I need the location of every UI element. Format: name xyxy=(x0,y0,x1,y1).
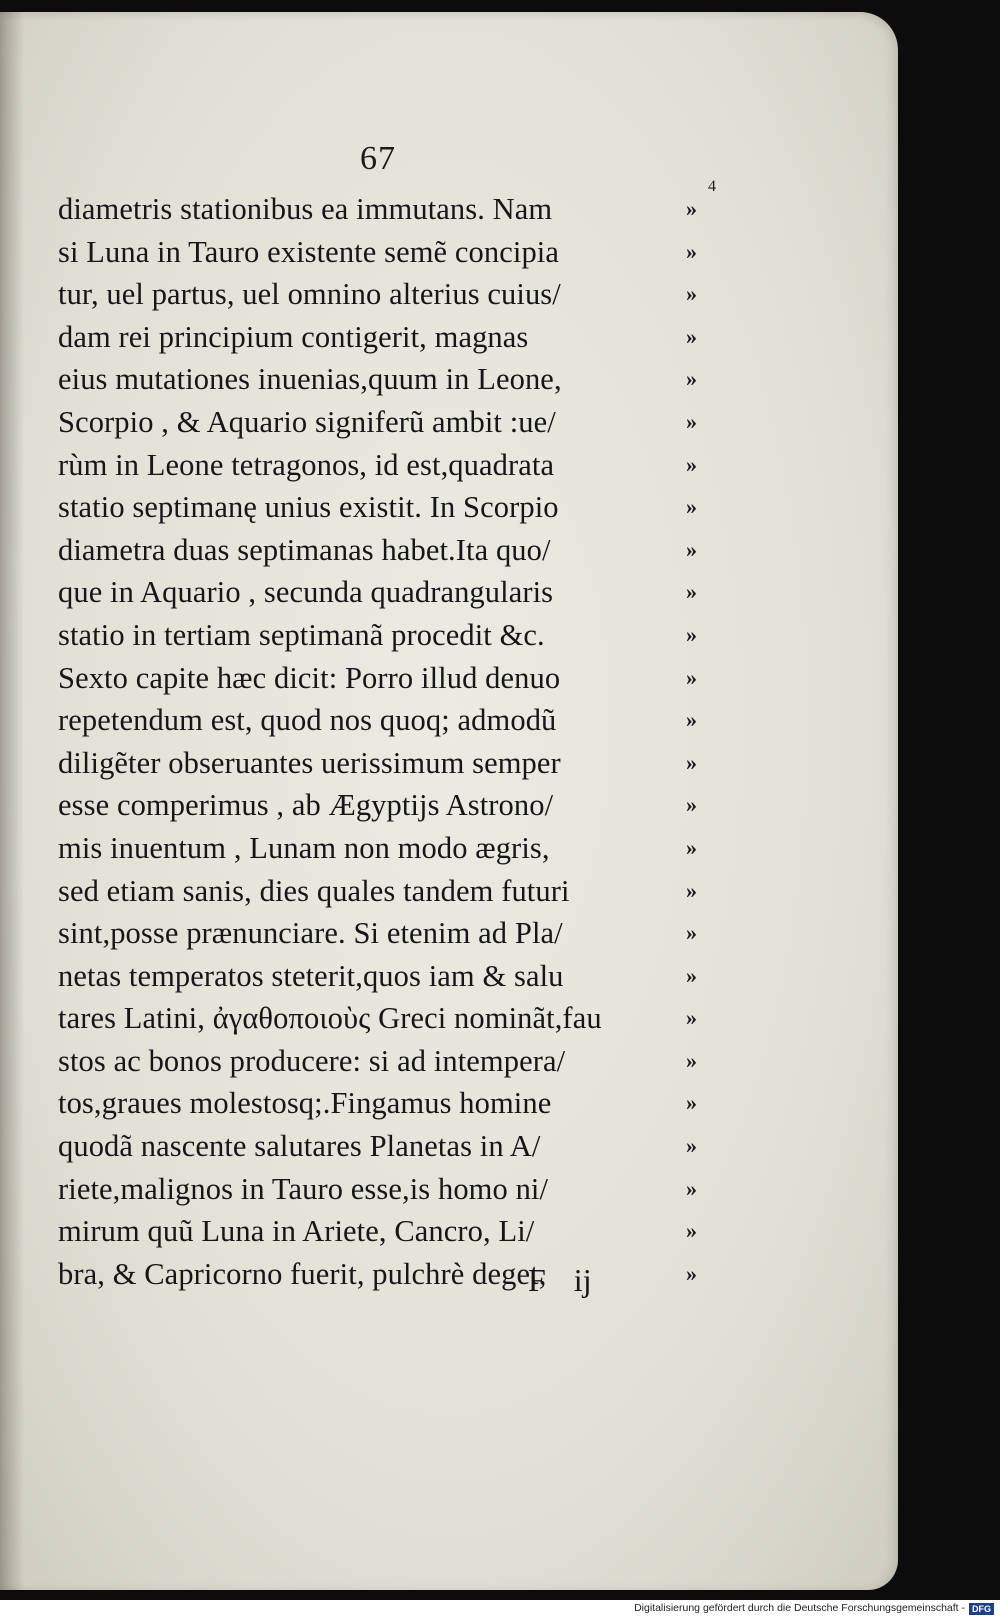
quotation-mark: » xyxy=(686,196,697,221)
text-line: esse comperimus , ab Ægyptijs Astrono/ xyxy=(58,788,554,823)
footer-credit: Digitalisierung gefördert durch die Deutsche Forschungsgemeinschaft - xyxy=(634,1602,965,1614)
quotation-mark: » xyxy=(686,323,697,349)
text-line: rùm in Leone tetragonos, id est,quadrata xyxy=(58,447,555,482)
text-line: tares Latini, ἀγαθοποιοὺς Greci nominãt,fau xyxy=(58,1001,602,1036)
text-line: repetendum est, quod nos quoq; admodũ xyxy=(58,703,557,738)
quotation-mark: » xyxy=(686,238,697,264)
quotation-mark: » xyxy=(686,834,697,860)
quotation-mark: » xyxy=(686,1047,697,1073)
text-line: tos,graues molestosq;.Fingamus homine xyxy=(58,1086,552,1121)
text-line: Scorpio , & Aquario signiferũ ambit :ue/ xyxy=(58,404,556,439)
quotation-mark: » xyxy=(686,664,697,690)
quotation-marks-column xyxy=(686,188,726,1295)
body-text xyxy=(58,188,686,1295)
text-line: diligẽter obseruantes uerissimum semper xyxy=(58,745,561,780)
quotation-mark: » xyxy=(686,707,697,733)
page-number: 67 xyxy=(360,140,396,177)
text-line: sed etiam sanis, dies quales tandem futuri xyxy=(58,873,570,908)
quotation-mark: » xyxy=(686,877,697,903)
footer-bar xyxy=(0,1600,1000,1617)
quotation-mark: » xyxy=(686,1090,697,1116)
quotation-mark: » xyxy=(686,408,697,434)
text-line: sint,posse prænunciare. Si etenim ad Pla/ xyxy=(58,916,563,951)
quotation-mark: » xyxy=(686,1260,697,1286)
gutter-shadow xyxy=(0,12,24,1590)
text-line: mis inuentum , Lunam non modo ægris, xyxy=(58,830,550,865)
text-line: eius mutationes inuenias,quum in Leone, xyxy=(58,362,562,397)
corner-mark: 4 xyxy=(708,178,716,195)
quotation-mark: » xyxy=(686,1218,697,1244)
text-line: quodã nascente salutares Planetas in A/ xyxy=(58,1129,541,1164)
quotation-mark: » xyxy=(686,792,697,818)
quotation-mark: » xyxy=(686,621,697,647)
quotation-mark: » xyxy=(686,920,697,946)
quotation-mark: » xyxy=(686,749,697,775)
quotation-mark: » xyxy=(686,281,697,307)
quotation-mark: » xyxy=(686,1005,697,1031)
quotation-mark: » xyxy=(686,366,697,392)
quotation-mark: » xyxy=(686,1133,697,1159)
text-line: que in Aquario , secunda quadrangularis xyxy=(58,575,554,610)
text-line: stos ac bonos producere: si ad intempera/ xyxy=(58,1043,566,1078)
text-line: statio septimanę unius existit. In Scorpio xyxy=(58,490,559,525)
quotation-mark: » xyxy=(686,536,697,562)
quotation-mark: » xyxy=(686,451,697,477)
text-line: diametra duas septimanas habet.Ita quo/ xyxy=(58,532,551,567)
text-line: netas temperatos steterit,quos iam & salu xyxy=(58,958,564,993)
text-line: tur, uel partus, uel omnino alterius cuius/ xyxy=(58,277,561,312)
text-line: riete,malignos in Tauro esse,is homo ni/ xyxy=(58,1171,549,1206)
text-line: mirum quũ Luna in Ariete, Cancro, Li/ xyxy=(58,1214,535,1249)
text-line: diametris stationibus ea immutans. Nam xyxy=(58,192,553,226)
text-line: bra, & Capricorno fuerit, pulchrè deget, xyxy=(58,1256,547,1291)
quotation-mark: » xyxy=(686,579,697,605)
text-line: si Luna in Tauro existente semẽ concipia xyxy=(58,234,560,269)
quotation-mark: » xyxy=(686,494,697,520)
text-line: dam rei principium contigerit, magnas xyxy=(58,319,529,354)
quotation-mark: » xyxy=(686,1175,697,1201)
dfg-logo: DFG xyxy=(969,1603,994,1615)
signature-mark: F ij xyxy=(528,1262,592,1298)
text-line: statio in tertiam septimanã procedit &c. xyxy=(58,617,545,652)
text-line: Sexto capite hæc dicit: Porro illud denuo xyxy=(58,660,561,695)
quotation-mark: » xyxy=(686,962,697,988)
